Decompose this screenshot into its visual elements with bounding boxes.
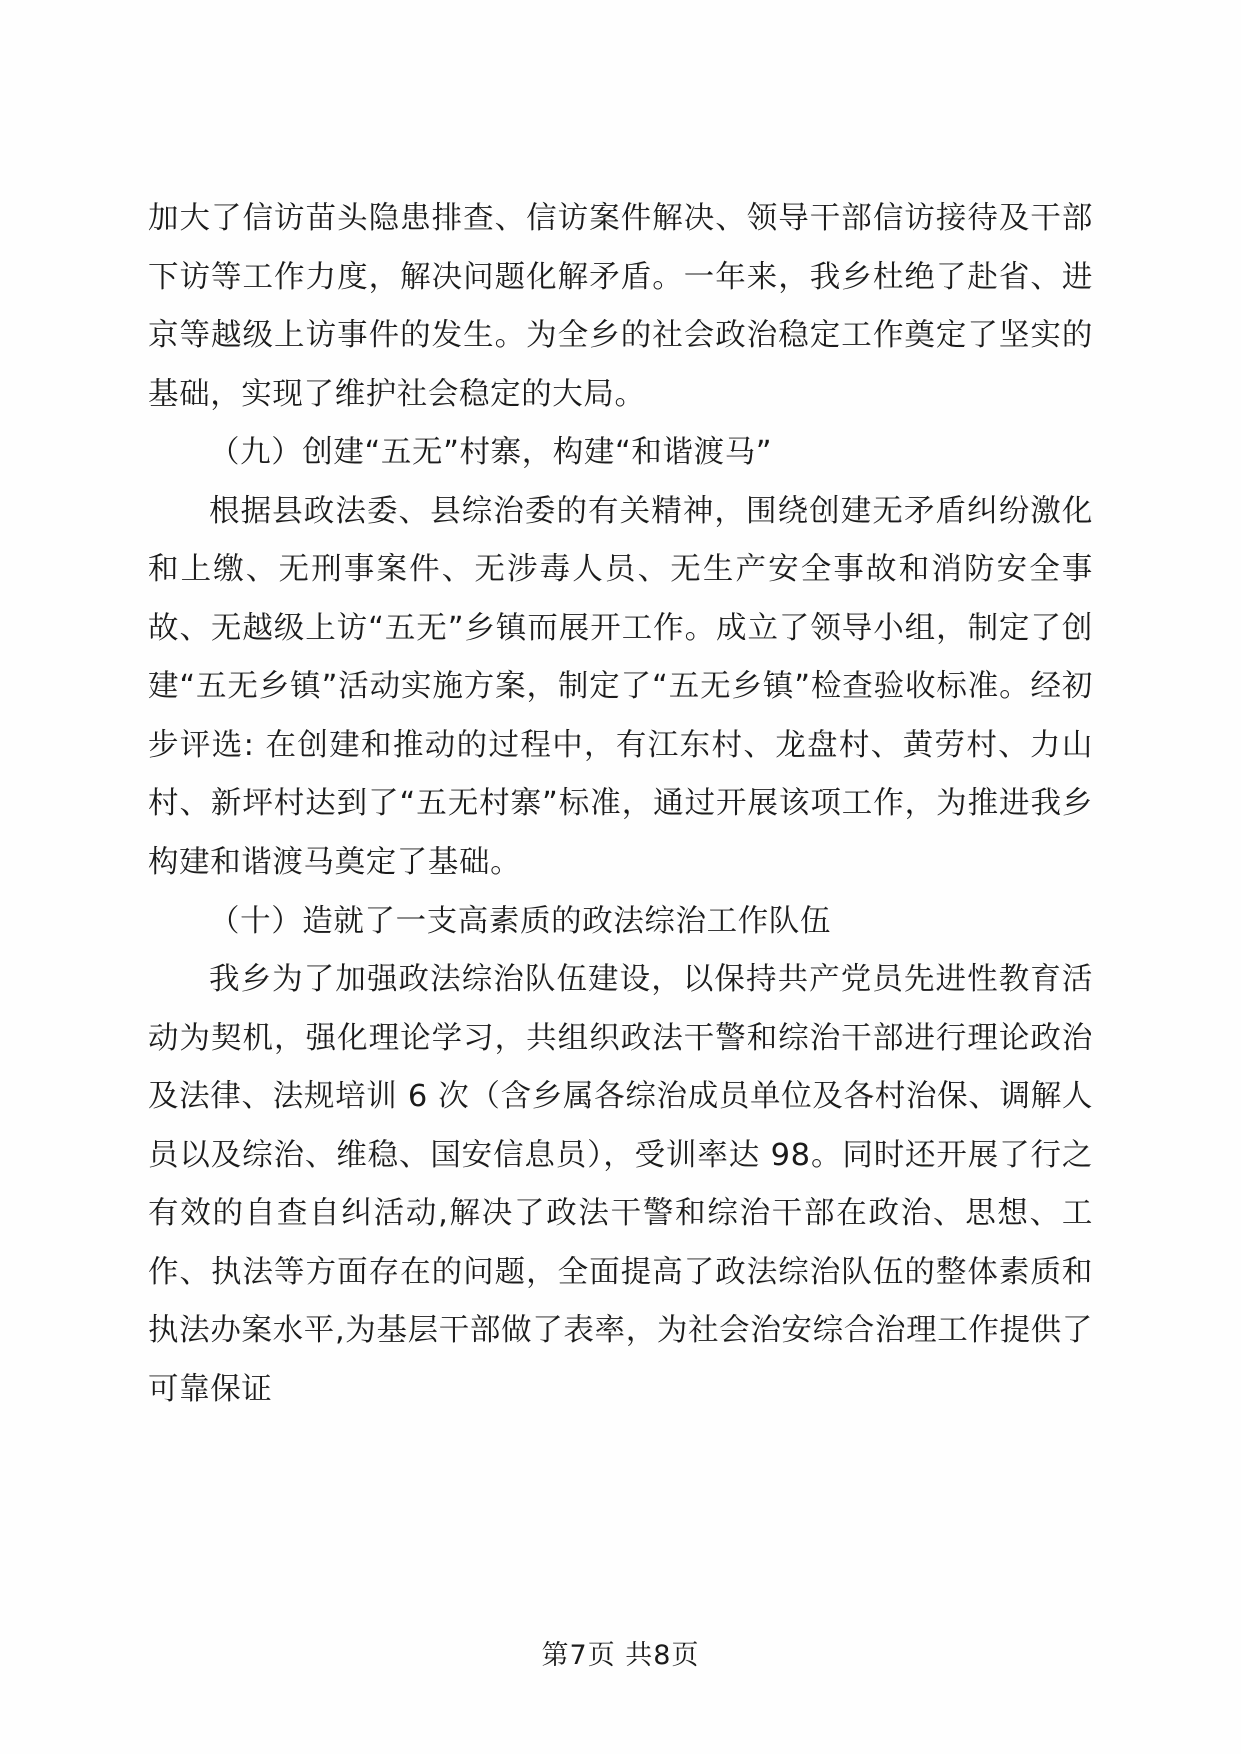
paragraph-heading-ten: （十）造就了一支高素质的政法综治工作队伍 xyxy=(209,903,831,939)
paragraph-3: 我乡为了加强政法综治队伍建设，以保持共产党员先进性教育活动为契机，强化理论学习，共组织政法干警和综治干部进行理论政治及法律、法规培训 6 次（含乡属各综治成员单位及各村治保、调解人员以及综治、维稳、国安信息员），受训率达 98。同时还开展了行之有效的自查自纠活动,解决了政法干警和综治干部在政治、思想、工作、执法等方面存在的问题，全面提高了政法综治队伍的整体素质和执法办案水平,为基层干部做了表率，为社会治安综合治理工作提供了可靠保证 xyxy=(148,962,1093,1407)
paragraph-2: 根据县政法委、县综治委的有关精神，围绕创建无矛盾纠纷激化和上缴、无刑事案件、无涉毒人员、无生产安全事故和消防安全事故、无越级上访“五无”乡镇而展开工作。成立了领导小组，制定了创建“五无乡镇”活动实施方案，制定了“五无乡镇”检查验收标准。经初步评选: 在创建和推动的过程中，有江东村、龙盘村、黄劳村、力山村、新坪村达到了“五无村寨”标准，通过开展该项工作，为推进我乡构建和谐渡马奠定了基础。 xyxy=(148,493,1093,881)
document-body xyxy=(148,190,1093,1419)
page-footer: 第7页 共8页 xyxy=(541,1640,700,1671)
paragraph-heading-nine: （九）创建“五无”村寨，构建“和谐渡马” xyxy=(209,435,773,471)
paragraph-1: 加大了信访苗头隐患排查、信访案件解决、领导干部信访接待及干部下访等工作力度，解决问题化解矛盾。一年来，我乡杜绝了赴省、进京等越级上访事件的发生。为全乡的社会政治稳定工作奠定了坚实的基础，实现了维护社会稳定的大局。 xyxy=(148,201,1093,412)
